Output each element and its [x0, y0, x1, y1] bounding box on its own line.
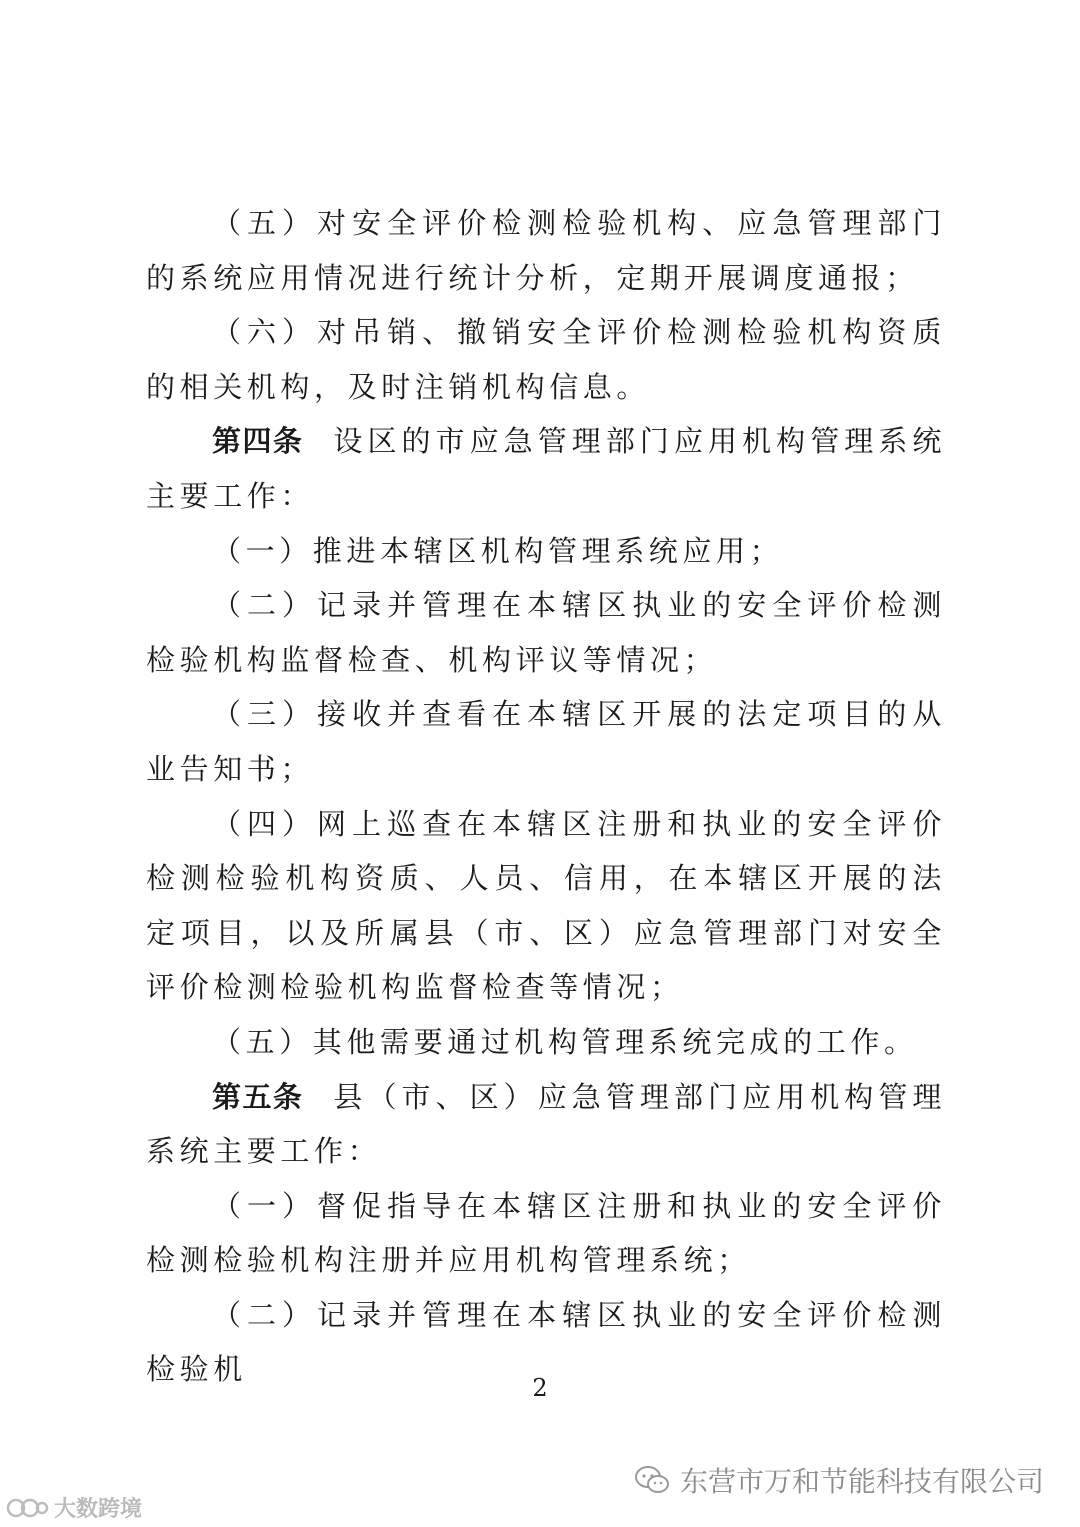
paragraph-text: （一）推进本辖区机构管理系统应用；	[212, 533, 784, 568]
paragraph	[146, 305, 946, 414]
article-paragraph	[146, 414, 946, 523]
paragraph	[146, 1015, 946, 1070]
paragraph-text: （二）记录并管理在本辖区执业的安全评价检测检验机	[146, 1297, 946, 1387]
paragraph-text: （六）对吊销、撤销安全评价检测检验机构资质的相关机构，及时注销机构信息。	[146, 315, 946, 404]
page-number: 2	[532, 1374, 548, 1402]
article-paragraph	[146, 1070, 946, 1179]
paragraph	[146, 196, 946, 305]
watermark-brand-name: 大数跨境	[54, 1497, 143, 1522]
paragraph	[146, 524, 946, 579]
paragraph	[146, 797, 946, 1015]
watermark-account	[634, 1460, 1044, 1500]
paragraph-text: （二）记录并管理在本辖区执业的安全评价检测检验机构监督检查、机构评议等情况；	[146, 588, 946, 677]
paragraph-text: （一）督促指导在本辖区注册和执业的安全评价检测检验机构注册并应用机构管理系统；	[146, 1188, 946, 1278]
article-heading: 第四条	[212, 424, 304, 459]
paragraph-text: 设区的市应急管理部门应用机构管理系统主要工作：	[146, 424, 946, 513]
paragraph-text: （五）对安全评价检测检验机构、应急管理部门的系统应用情况进行统计分析，定期开展调度通报；	[146, 206, 946, 295]
document-body	[146, 196, 946, 1397]
paragraph	[146, 1179, 946, 1288]
paragraph-text: （四）网上巡查在本辖区注册和执业的安全评价检测检验机构资质、人员、信用，在本辖区开展的法定项目，以及所属县（市、区）应急管理部门对安全评价检测检验机构监督检查等情况；	[146, 806, 946, 1005]
brand-logo-icon	[6, 1495, 50, 1521]
article-heading: 第五条	[212, 1079, 304, 1114]
paragraph-text: （五）其他需要通过机构管理系统完成的工作。	[212, 1024, 918, 1059]
paragraph-text: （三）接收并查看在本辖区开展的法定项目的从业告知书；	[146, 697, 946, 786]
paragraph	[146, 578, 946, 687]
watermark-brand	[6, 1492, 142, 1523]
watermark-account-name: 东营市万和节能科技有限公司	[679, 1465, 1044, 1498]
paragraph-text: 县（市、区）应急管理部门应用机构管理系统主要工作：	[146, 1079, 946, 1169]
paragraph	[146, 687, 946, 796]
wechat-icon	[634, 1465, 670, 1495]
